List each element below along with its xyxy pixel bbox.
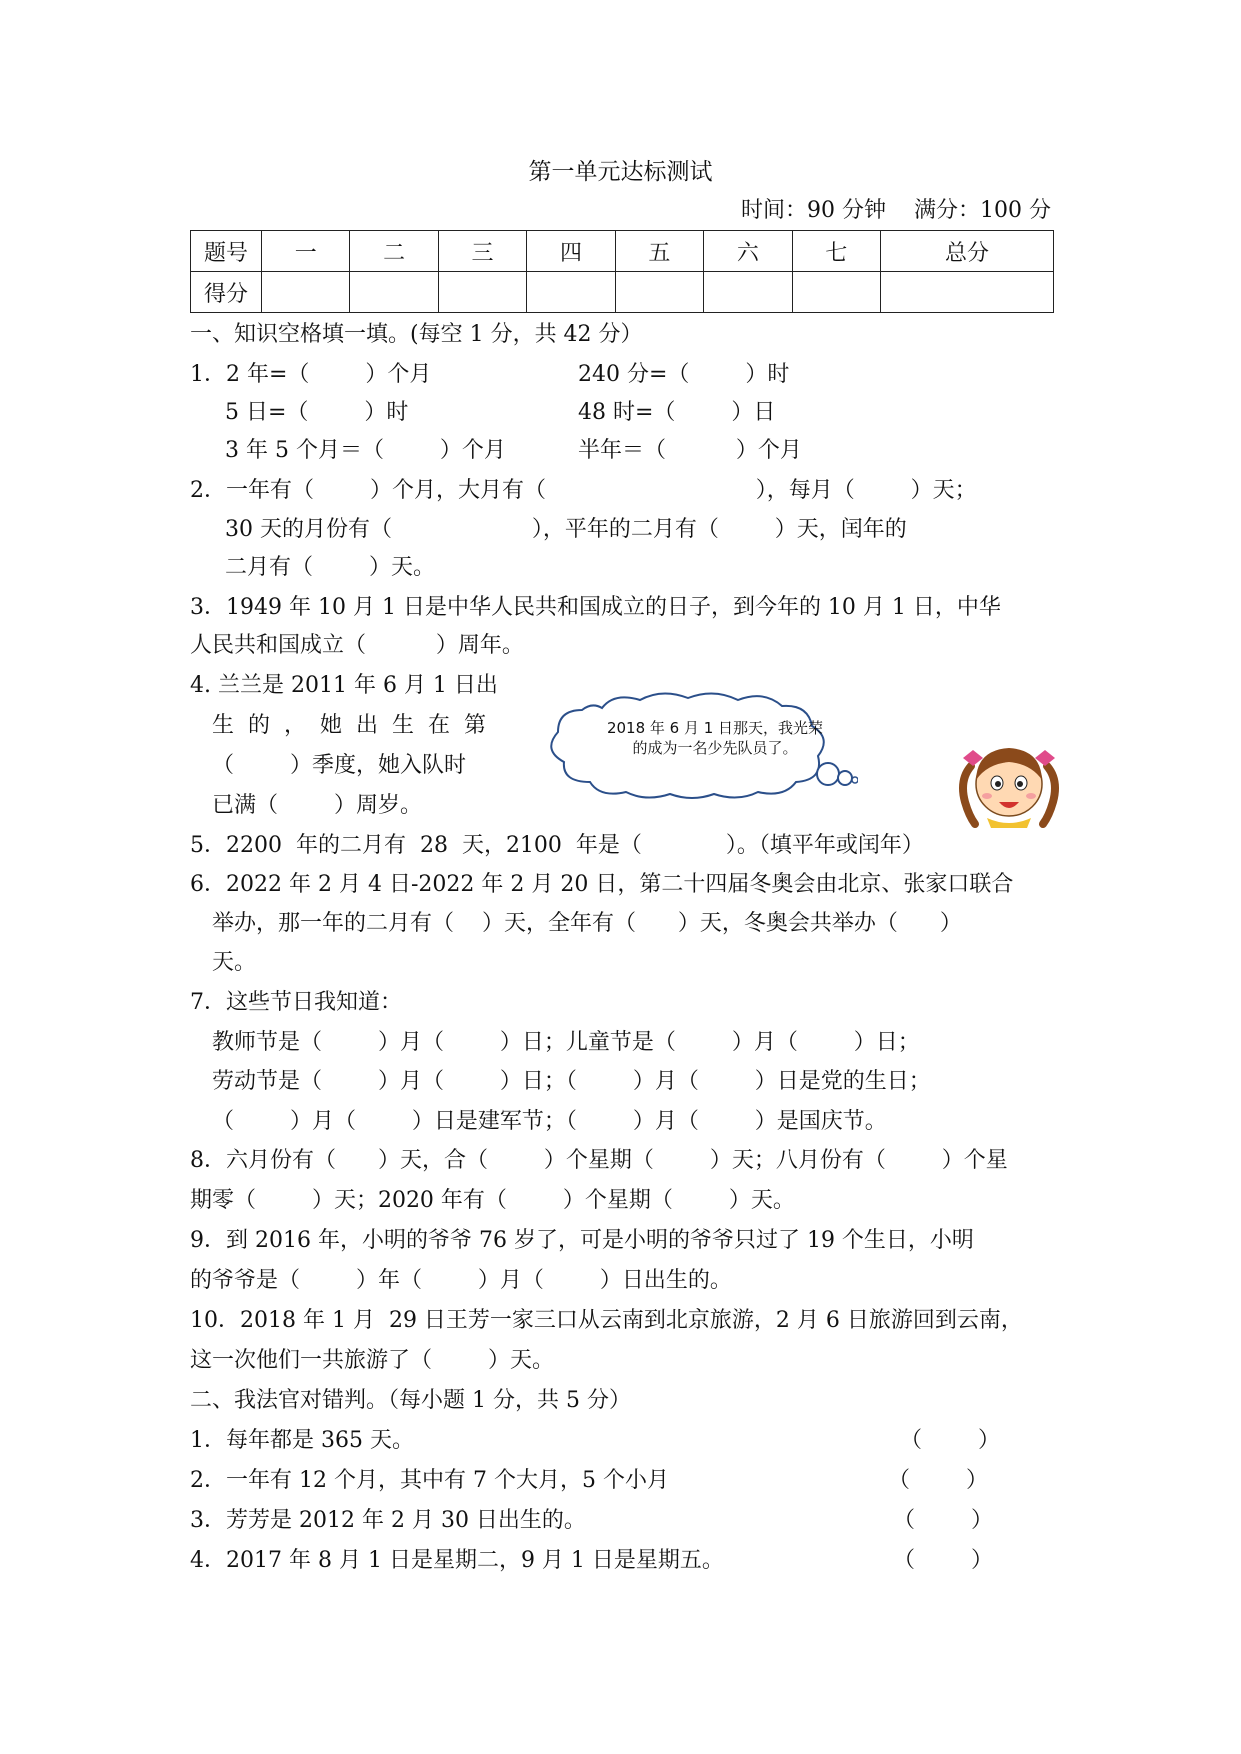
table-cell: 五	[615, 231, 703, 272]
judge-item-4: 4．2017 年 8 月 1 日是星期二，9 月 1 日是星期五。	[190, 1548, 724, 1573]
q4-line-1: 4. 兰兰是 2011 年 6 月 1 日出	[190, 673, 498, 698]
q7-line-1: 7．这些节日我知道：	[190, 990, 402, 1015]
q7-line-3: 劳动节是（ ）月（ ）日；（ ）月（ ）日是党的生日；	[212, 1069, 931, 1094]
q5-line: 5．2200 年的二月有 28 天，2100 年是（ ）。（填平年或闰年）	[190, 833, 924, 858]
q4-line-2: 生的，她出生在第	[212, 713, 501, 738]
q9-line-2: 的爷爷是（ ）年（ ）月（ ）日出生的。	[190, 1268, 732, 1293]
table-cell: 二	[350, 231, 438, 272]
score-table-score-row	[191, 272, 1054, 313]
q6-line-2: 举办，那一年的二月有（ ）天，全年有（ ）天，冬奥会共举办（ ）	[212, 911, 962, 936]
table-cell: 得分	[191, 272, 262, 313]
q3-line-1: 3．1949 年 10 月 1 日是中华人民共和国成立的日子，到今年的 10 月 1 日，中华	[190, 595, 1001, 620]
q8-line-1: 8．六月份有（ ）天，合（ ）个星期（ ）天；八月份有（ ）个星	[190, 1148, 1008, 1173]
q1-line-e: 3 年 5 个月＝（ ）个月	[225, 438, 506, 463]
q9-line-1: 9．到 2016 年，小明的爷爷 76 岁了，可是小明的爷爷只过了 19 个生日，小明	[190, 1228, 974, 1253]
q2-line-1: 2．一年有（ ）个月，大月有（ ），每月（ ）天；	[190, 478, 977, 503]
judge-answer-box-2[interactable]: （ ）	[888, 1468, 988, 1493]
q1-line-a: 1．2 年=（ ）个月	[190, 362, 432, 387]
q7-line-2: 教师节是（ ）月（ ）日；儿童节是（ ）月（ ）日；	[212, 1030, 920, 1055]
section-1-heading: 一、知识空格填一填。(每空 1 分，共 42 分）	[190, 322, 643, 347]
q7-line-4: （ ）月（ ）日是建军节；（ ）月（ ）是国庆节。	[212, 1109, 887, 1134]
judge-item-2: 2．一年有 12 个月，其中有 7 个大月，5 个小月	[190, 1468, 669, 1493]
q1-line-b: 240 分=（ ）时	[578, 362, 790, 387]
q10-line-1: 10．2018 年 1 月 29 日王芳一家三口从云南到北京旅游，2 月 6 日旅游回到云南，	[190, 1308, 1023, 1333]
q8-line-2: 期零（ ）天；2020 年有（ ）个星期（ ）天。	[190, 1188, 795, 1213]
q2-line-3: 二月有（ ）天。	[225, 555, 435, 580]
q4-line-4: 已满（ ）周岁。	[212, 793, 422, 818]
page-title: 第一单元达标测试	[528, 159, 713, 185]
table-cell: 三	[438, 231, 526, 272]
girl-illustration	[957, 728, 1062, 828]
q1-line-f: 半年＝（ ）个月	[578, 438, 802, 463]
q6-line-1: 6．2022 年 2 月 4 日-2022 年 2 月 20 日，第二十四届冬奥会由北京、张家口联合	[190, 872, 1014, 897]
section-2-heading: 二、我法官对错判。（每小题 1 分，共 5 分）	[190, 1388, 631, 1413]
q1-line-d: 48 时=（ ）日	[578, 400, 776, 425]
judge-item-3: 3．芳芳是 2012 年 2 月 30 日出生的。	[190, 1508, 586, 1533]
score-input-cell[interactable]	[792, 272, 880, 313]
judge-item-1: 1．每年都是 365 天。	[190, 1428, 414, 1453]
score-input-cell[interactable]	[262, 272, 350, 313]
q4-line-3: （ ）季度，她入队时	[212, 753, 466, 778]
score-input-cell[interactable]	[615, 272, 703, 313]
time-score-info: 时间：90 分钟 满分：100 分	[741, 198, 1051, 223]
table-cell: 四	[527, 231, 615, 272]
q2-line-2: 30 天的月份有（ ），平年的二月有（ ）天，闰年的	[225, 517, 907, 542]
q10-line-2: 这一次他们一共旅游了（ ）天。	[190, 1348, 554, 1373]
score-input-cell[interactable]	[350, 272, 438, 313]
q3-line-2: 人民共和国成立（ ）周年。	[190, 633, 524, 658]
score-input-cell[interactable]	[438, 272, 526, 313]
table-cell: 一	[262, 231, 350, 272]
q6-line-3: 天。	[212, 950, 257, 975]
table-cell: 六	[704, 231, 792, 272]
table-cell: 总分	[880, 231, 1053, 272]
score-input-cell[interactable]	[880, 272, 1053, 313]
table-cell: 题号	[191, 231, 262, 272]
judge-answer-box-1[interactable]: （ ）	[900, 1428, 1000, 1453]
table-cell: 七	[792, 231, 880, 272]
judge-answer-box-4[interactable]: （ ）	[893, 1548, 993, 1573]
score-table-header-row	[191, 231, 1054, 272]
q1-line-c: 5 日=（ ）时	[225, 400, 409, 425]
score-input-cell[interactable]	[527, 272, 615, 313]
score-input-cell[interactable]	[704, 272, 792, 313]
bubble-text: 2018 年 6 月 1 日那天，我光荣的成为一名少先队员了。	[606, 719, 824, 757]
judge-answer-box-3[interactable]: （ ）	[893, 1508, 993, 1533]
score-table	[190, 230, 1054, 313]
